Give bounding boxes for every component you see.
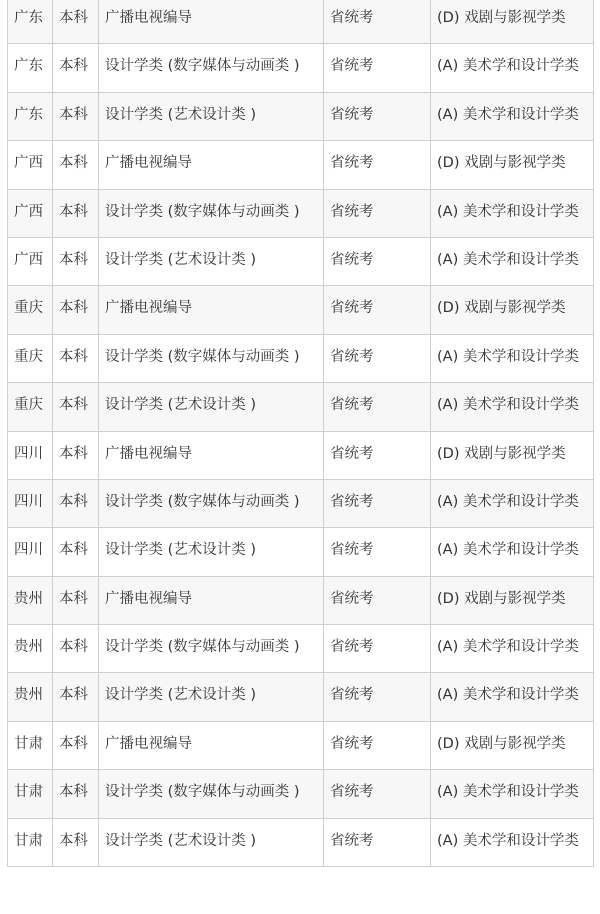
table-row (8, 770, 594, 818)
level-cell: 本科 (53, 431, 99, 479)
category-cell: (A) 美术学和设计学类 (431, 92, 594, 140)
exam-type-cell: 省统考 (324, 818, 431, 866)
major-cell: 设计学类 (艺术设计类 ) (99, 92, 324, 140)
level-cell: 本科 (53, 576, 99, 624)
major-cell: 广播电视编导 (99, 141, 324, 189)
category-cell: (D) 戏剧与影视学类 (431, 721, 594, 769)
major-cell: 设计学类 (艺术设计类 ) (99, 818, 324, 866)
exam-type-cell: 省统考 (324, 334, 431, 382)
exam-type-cell: 省统考 (324, 0, 431, 44)
level-cell: 本科 (53, 528, 99, 576)
exam-type-cell: 省统考 (324, 92, 431, 140)
table-row (8, 286, 594, 334)
major-cell: 设计学类 (艺术设计类 ) (99, 673, 324, 721)
exam-type-cell: 省统考 (324, 286, 431, 334)
major-cell: 设计学类 (数字媒体与动画类 ) (99, 479, 324, 527)
exam-type-cell: 省统考 (324, 770, 431, 818)
major-cell: 设计学类 (艺术设计类 ) (99, 383, 324, 431)
exam-type-cell: 省统考 (324, 721, 431, 769)
table-row (8, 479, 594, 527)
province-cell: 四川 (8, 528, 53, 576)
category-cell: (D) 戏剧与影视学类 (431, 141, 594, 189)
category-cell: (A) 美术学和设计学类 (431, 673, 594, 721)
exam-type-cell: 省统考 (324, 44, 431, 92)
category-cell: (A) 美术学和设计学类 (431, 383, 594, 431)
level-cell: 本科 (53, 189, 99, 237)
province-cell: 贵州 (8, 625, 53, 673)
province-cell: 贵州 (8, 673, 53, 721)
level-cell: 本科 (53, 673, 99, 721)
exam-type-cell: 省统考 (324, 237, 431, 285)
table-row (8, 0, 594, 44)
table-row (8, 141, 594, 189)
table-row (8, 625, 594, 673)
table-row (8, 237, 594, 285)
major-cell: 设计学类 (艺术设计类 ) (99, 528, 324, 576)
exam-type-cell: 省统考 (324, 383, 431, 431)
major-cell: 设计学类 (数字媒体与动画类 ) (99, 625, 324, 673)
province-cell: 四川 (8, 431, 53, 479)
exam-type-cell: 省统考 (324, 673, 431, 721)
major-cell: 设计学类 (数字媒体与动画类 ) (99, 334, 324, 382)
exam-type-cell: 省统考 (324, 528, 431, 576)
category-cell: (A) 美术学和设计学类 (431, 625, 594, 673)
province-cell: 甘肃 (8, 818, 53, 866)
province-cell: 广东 (8, 92, 53, 140)
province-cell: 重庆 (8, 383, 53, 431)
category-cell: (A) 美术学和设计学类 (431, 44, 594, 92)
province-cell: 甘肃 (8, 770, 53, 818)
exam-type-cell: 省统考 (324, 479, 431, 527)
category-cell: (D) 戏剧与影视学类 (431, 576, 594, 624)
table-row (8, 818, 594, 866)
exam-type-cell: 省统考 (324, 431, 431, 479)
table-row (8, 189, 594, 237)
province-cell: 广西 (8, 237, 53, 285)
major-cell: 设计学类 (数字媒体与动画类 ) (99, 44, 324, 92)
category-cell: (A) 美术学和设计学类 (431, 818, 594, 866)
province-cell: 广西 (8, 189, 53, 237)
level-cell: 本科 (53, 92, 99, 140)
major-cell: 设计学类 (数字媒体与动画类 ) (99, 189, 324, 237)
province-cell: 广东 (8, 44, 53, 92)
table-row (8, 431, 594, 479)
table-row (8, 576, 594, 624)
table-row (8, 721, 594, 769)
table-row (8, 92, 594, 140)
category-cell: (A) 美术学和设计学类 (431, 237, 594, 285)
table-row (8, 673, 594, 721)
province-cell: 广东 (8, 0, 53, 44)
category-cell: (A) 美术学和设计学类 (431, 189, 594, 237)
province-cell: 贵州 (8, 576, 53, 624)
level-cell: 本科 (53, 237, 99, 285)
level-cell: 本科 (53, 383, 99, 431)
category-cell: (A) 美术学和设计学类 (431, 528, 594, 576)
major-cell: 设计学类 (艺术设计类 ) (99, 237, 324, 285)
province-cell: 广西 (8, 141, 53, 189)
exam-type-cell: 省统考 (324, 576, 431, 624)
table-row (8, 334, 594, 382)
exam-type-cell: 省统考 (324, 141, 431, 189)
province-cell: 重庆 (8, 334, 53, 382)
level-cell: 本科 (53, 721, 99, 769)
table-row (8, 383, 594, 431)
major-cell: 广播电视编导 (99, 721, 324, 769)
table-body (8, 0, 594, 867)
province-cell: 甘肃 (8, 721, 53, 769)
major-cell: 广播电视编导 (99, 576, 324, 624)
category-cell: (D) 戏剧与影视学类 (431, 0, 594, 44)
province-cell: 重庆 (8, 286, 53, 334)
category-cell: (D) 戏剧与影视学类 (431, 431, 594, 479)
level-cell: 本科 (53, 625, 99, 673)
level-cell: 本科 (53, 334, 99, 382)
level-cell: 本科 (53, 141, 99, 189)
major-cell: 广播电视编导 (99, 431, 324, 479)
level-cell: 本科 (53, 479, 99, 527)
level-cell: 本科 (53, 286, 99, 334)
exam-type-cell: 省统考 (324, 625, 431, 673)
table-row (8, 44, 594, 92)
major-cell: 广播电视编导 (99, 0, 324, 44)
major-cell: 广播电视编导 (99, 286, 324, 334)
level-cell: 本科 (53, 770, 99, 818)
major-cell: 设计学类 (数字媒体与动画类 ) (99, 770, 324, 818)
table-row (8, 528, 594, 576)
category-cell: (A) 美术学和设计学类 (431, 770, 594, 818)
admissions-table (7, 0, 594, 867)
exam-type-cell: 省统考 (324, 189, 431, 237)
level-cell: 本科 (53, 0, 99, 44)
category-cell: (A) 美术学和设计学类 (431, 479, 594, 527)
level-cell: 本科 (53, 44, 99, 92)
level-cell: 本科 (53, 818, 99, 866)
province-cell: 四川 (8, 479, 53, 527)
category-cell: (D) 戏剧与影视学类 (431, 286, 594, 334)
category-cell: (A) 美术学和设计学类 (431, 334, 594, 382)
